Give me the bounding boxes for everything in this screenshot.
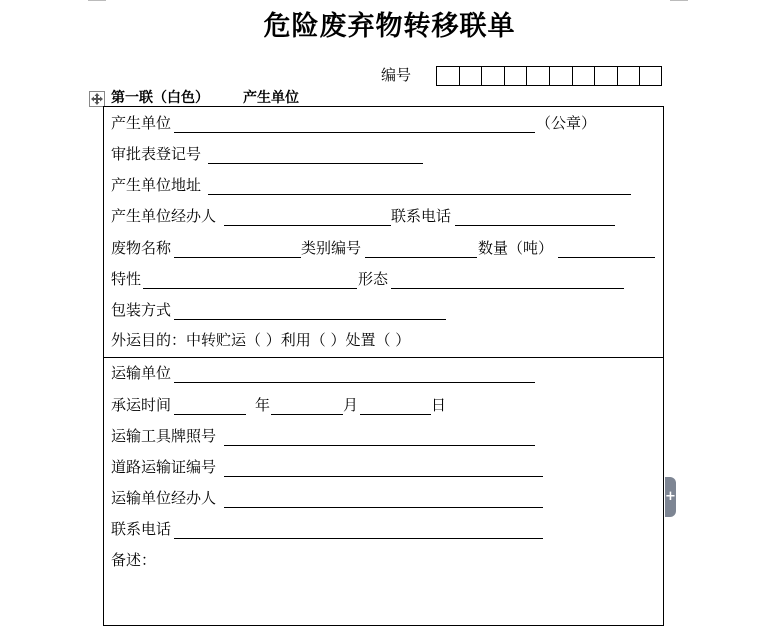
producer-phone-label: 联系电话: [391, 207, 452, 225]
seal-label: （公章）: [536, 114, 597, 132]
permit-label: 道路运输证编号: [111, 458, 217, 476]
number-box[interactable]: [639, 66, 662, 86]
year-label: 年: [255, 396, 271, 414]
producer-handler-label: 产生单位经办人: [111, 207, 217, 225]
property-field[interactable]: [143, 288, 357, 289]
approval-field[interactable]: [208, 163, 423, 164]
number-box[interactable]: [594, 66, 617, 86]
time-label: 承运时间: [111, 396, 172, 414]
packaging-field[interactable]: [174, 319, 446, 320]
section-divider: [103, 357, 664, 358]
approval-label: 审批表登记号: [111, 145, 202, 163]
year-field[interactable]: [174, 414, 246, 415]
address-field[interactable]: [208, 194, 631, 195]
number-boxes[interactable]: [436, 66, 662, 86]
number-box[interactable]: [459, 66, 482, 86]
corner-mark: [670, 0, 688, 3]
transport-unit-label: 运输单位: [111, 364, 172, 382]
packaging-label: 包装方式: [111, 301, 172, 319]
purpose-text: 外运目的：中转贮运（ ）利用（ ）处置（ ）: [111, 331, 411, 349]
remarks-label: 备述：: [111, 551, 157, 569]
table-move-handle-icon[interactable]: [89, 91, 105, 107]
transport-handler-field[interactable]: [224, 507, 543, 508]
quantity-label: 数量（吨）: [478, 239, 554, 257]
number-box[interactable]: [504, 66, 527, 86]
number-box[interactable]: [572, 66, 595, 86]
number-box[interactable]: [526, 66, 549, 86]
producer-handler-field[interactable]: [224, 225, 391, 226]
transport-phone-label: 联系电话: [111, 520, 172, 538]
waste-name-field[interactable]: [174, 257, 301, 258]
permit-field[interactable]: [224, 476, 543, 477]
transport-handler-label: 运输单位经办人: [111, 489, 217, 507]
number-box[interactable]: [481, 66, 504, 86]
producer-phone-field[interactable]: [455, 225, 615, 226]
form-label: 形态: [358, 270, 389, 288]
category-field[interactable]: [365, 257, 477, 258]
number-box[interactable]: [617, 66, 640, 86]
day-field[interactable]: [360, 414, 431, 415]
add-row-tab[interactable]: [665, 477, 676, 517]
number-box[interactable]: [436, 66, 459, 86]
property-label: 特性: [111, 270, 142, 288]
month-label: 月: [343, 396, 359, 414]
copy-label: 第一联（白色）: [111, 90, 209, 106]
producer-unit-field[interactable]: [174, 132, 535, 133]
category-label: 类别编号: [301, 239, 362, 257]
number-label: 编号: [381, 66, 412, 84]
form-field[interactable]: [391, 288, 624, 289]
copy-line: [111, 87, 299, 107]
day-label: 日: [431, 396, 447, 414]
vehicle-field[interactable]: [224, 445, 535, 446]
document-title: 危险废弃物转移联单: [263, 11, 516, 42]
quantity-field[interactable]: [558, 257, 655, 258]
plus-icon: +: [665, 489, 676, 504]
corner-mark: [88, 0, 106, 3]
address-label: 产生单位地址: [111, 176, 202, 194]
number-box[interactable]: [549, 66, 572, 86]
waste-name-label: 废物名称: [111, 239, 172, 257]
producer-unit-label: 产生单位: [111, 114, 172, 132]
transport-phone-field[interactable]: [174, 538, 543, 539]
copy-unit: 产生单位: [243, 90, 299, 106]
month-field[interactable]: [271, 414, 343, 415]
vehicle-label: 运输工具牌照号: [111, 427, 217, 445]
transport-unit-field[interactable]: [174, 382, 535, 383]
